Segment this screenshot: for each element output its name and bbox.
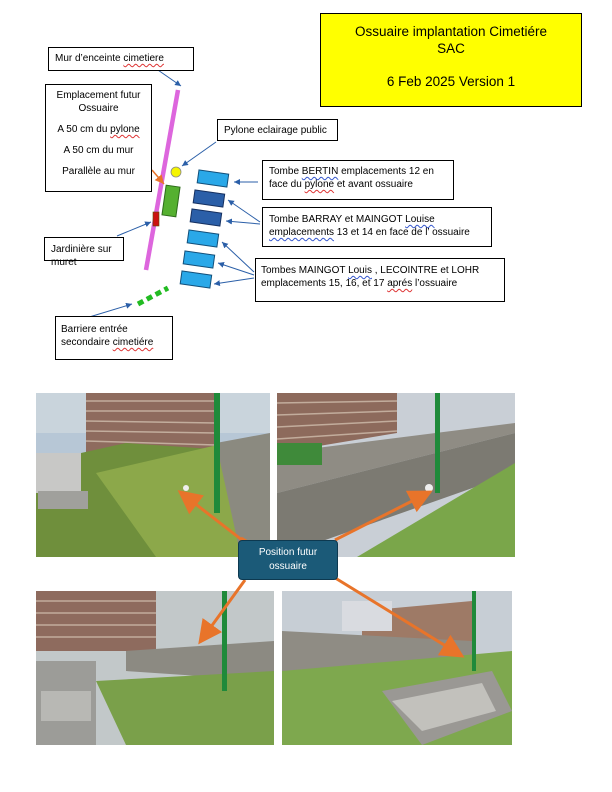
empl-line-5: Parallèle au mur [62,166,135,177]
maingot-e: aprés [387,278,413,289]
callout-line-1: Position futur [258,547,318,558]
ossuaire-marker [162,185,180,217]
grave-17 [180,271,212,288]
maingot-line-1 [261,264,499,277]
empl-line-3-word: pylone [110,124,140,135]
barriere-line-1: Barriere entrée [61,324,128,335]
barray-b: Louise [405,214,435,225]
bertin-line-2 [269,178,447,191]
callout-position-ossuaire [238,540,338,580]
grave-14 [190,209,222,226]
maingot-d: emplacements 15, 16, et 17 [261,278,388,289]
empl-line-2: Ossuaire [78,103,119,114]
arrow-jardiniere [117,222,151,236]
title-line-3: 6 Feb 2025 Version 1 [386,74,516,89]
bertin-c: emplacements 12 en [338,166,434,177]
bertin-a: Tombe [269,166,302,177]
grave-16 [183,251,215,268]
mur-text-word: cimetiere [123,53,164,64]
barriere-prefix: secondaire [61,337,113,348]
grave-13 [193,190,225,207]
bertin-b: BERTIN [301,166,339,177]
arrow-barray-1 [228,200,260,222]
maingot-c: , LECOINTRE et LOHR [371,265,480,276]
maingot-line-2 [261,277,499,290]
arrow-barray-2 [226,221,260,224]
maingot-f: l’ossuaire [412,278,458,289]
empl-line-4: A 50 cm du mur [63,145,134,156]
arrow-maingot-3 [214,278,254,284]
arrow-maingot-2 [218,263,254,275]
label-barriere [55,316,173,360]
grave-15 [187,230,219,247]
title-line-1: Ossuaire implantation Cimetiére [354,24,548,39]
barray-a: Tombe BARRAY et MAINGOT [269,214,406,225]
label-emplacement-ossuaire [45,84,152,192]
barray-c: emplacements [269,227,335,238]
pylone-marker [171,167,181,177]
grave-12 [197,170,229,187]
jardiniere-marker [153,212,159,226]
bertin-f: et avant ossuaire [334,179,413,190]
arrow-to-photo-1 [180,492,242,540]
barray-d: 13 et 14 en face de l’ ossuaire [334,227,470,238]
arrow-pylone [182,142,216,166]
arrow-to-photo-2 [335,492,430,540]
pylone-text: Pylone eclairage public [224,125,327,136]
label-tombe-bertin [262,160,454,200]
arrow-to-photo-4 [332,576,462,656]
bertin-d: face du [269,179,305,190]
label-mur-enceinte [48,47,194,71]
callout-line-2: ossuaire [269,561,307,572]
barray-line-1 [269,213,485,226]
barriere-marker [138,288,168,304]
label-tombe-barray [262,207,492,247]
barriere-word: cimetiére [112,337,154,348]
arrow-to-photo-3 [200,580,245,642]
arrow-maingot-1 [222,242,254,272]
empl-line-1: Emplacement futur [56,90,141,101]
maingot-b: Louis [348,265,372,276]
label-tombes-maingot [255,258,505,302]
maingot-a: Tombes MAINGOT [261,265,349,276]
label-pylone [217,119,338,141]
title-line-2: SAC [437,41,465,56]
empl-line-3 [52,123,145,136]
barriere-line-2 [61,336,167,349]
label-jardiniere [44,237,124,268]
barray-line-2 [269,226,485,239]
bertin-line-1 [269,165,447,178]
bertin-e: pylone [304,179,335,190]
jardiniere-text: Jardinière sur muret [51,244,112,268]
mur-text-prefix: Mur d’enceinte [55,53,124,64]
photo-arrows [0,380,612,680]
empl-line-3-prefix: A 50 cm du [57,124,111,135]
